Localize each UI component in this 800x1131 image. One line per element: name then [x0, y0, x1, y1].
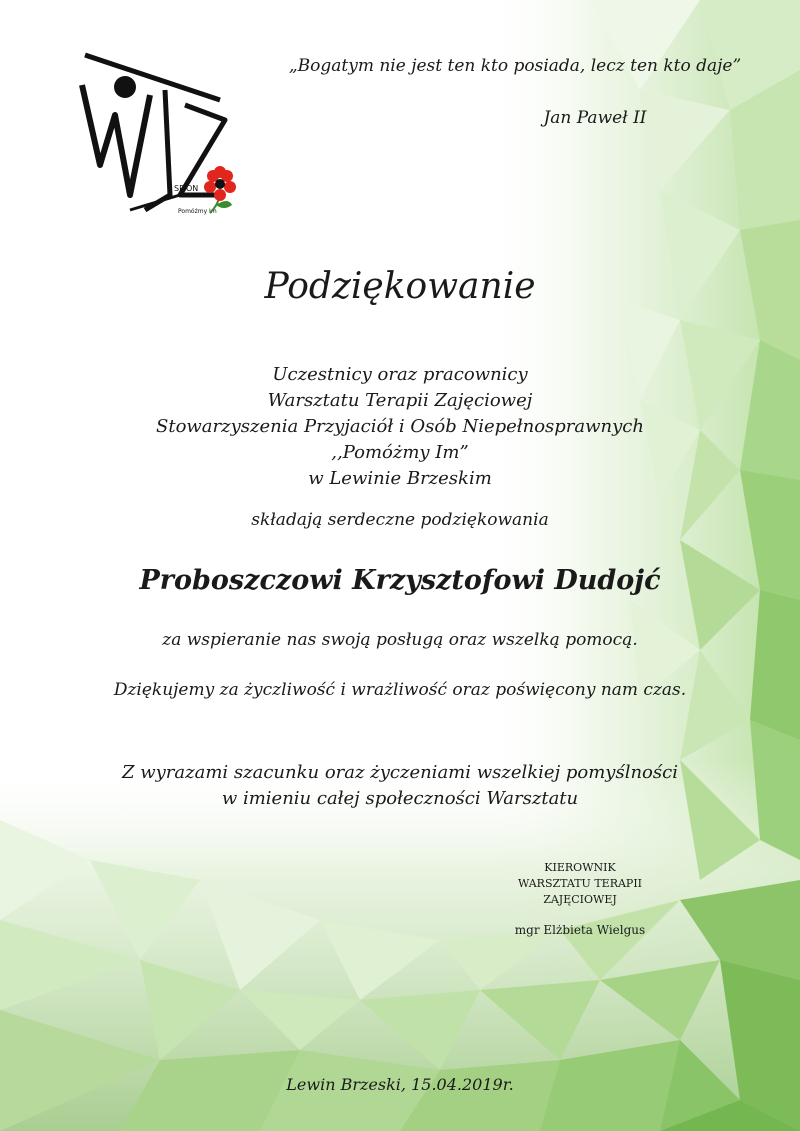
- reason-line: za wspieranie nas swoją posługą oraz wszelką pomocą.: [162, 630, 638, 650]
- quote-text: „Bogatym nie jest ten kto posiada, lecz ten kto daje”: [288, 56, 742, 76]
- logo-label-top: SPiON: [174, 184, 199, 193]
- signature-role-line: KIEROWNIK: [544, 861, 616, 874]
- gratitude-line: Dziękujemy za życzliwość i wrażliwość oraz poświęcony nam czas.: [113, 680, 687, 700]
- thanks-line: składają serdeczne podziękowania: [251, 510, 549, 530]
- signature-block: [480, 860, 680, 938]
- page-title: Podziękowanie: [264, 266, 536, 307]
- date-place: Lewin Brzeski, 15.04.2019r.: [286, 1075, 514, 1094]
- organization-line: w Lewinie Brzeskim: [308, 468, 492, 489]
- red-flower-icon: [204, 166, 236, 213]
- organization-line: ,,Pomóżmy Im”: [331, 442, 469, 463]
- logo-label-bottom: Pomóżmy Im: [178, 208, 217, 215]
- signature-role-line: ZAJĘCIOWEJ: [543, 893, 617, 906]
- quote-author: Jan Paweł II: [543, 108, 647, 128]
- regards-line: Z wyrazami szacunku oraz życzeniami wszelkiej pomyślności: [122, 762, 678, 783]
- regards-block: [0, 760, 800, 812]
- organization-line: Stowarzyszenia Przyjaciół i Osób Niepełnosprawnych: [156, 416, 644, 437]
- organization-line: Uczestnicy oraz pracownicy: [272, 364, 528, 385]
- organization-line: Warsztatu Terapii Zajęciowej: [267, 390, 533, 411]
- regards-line: w imieniu całej społeczności Warsztatu: [221, 788, 579, 809]
- signature-role-line: WARSZTATU TERAPII: [517, 877, 643, 890]
- signature-name: mgr Elżbieta Wielgus: [514, 923, 646, 937]
- organization-block: [0, 362, 800, 492]
- wtz-logo: [70, 45, 240, 220]
- recipient-name: Proboszczowi Krzysztofowi Dudojć: [139, 565, 661, 596]
